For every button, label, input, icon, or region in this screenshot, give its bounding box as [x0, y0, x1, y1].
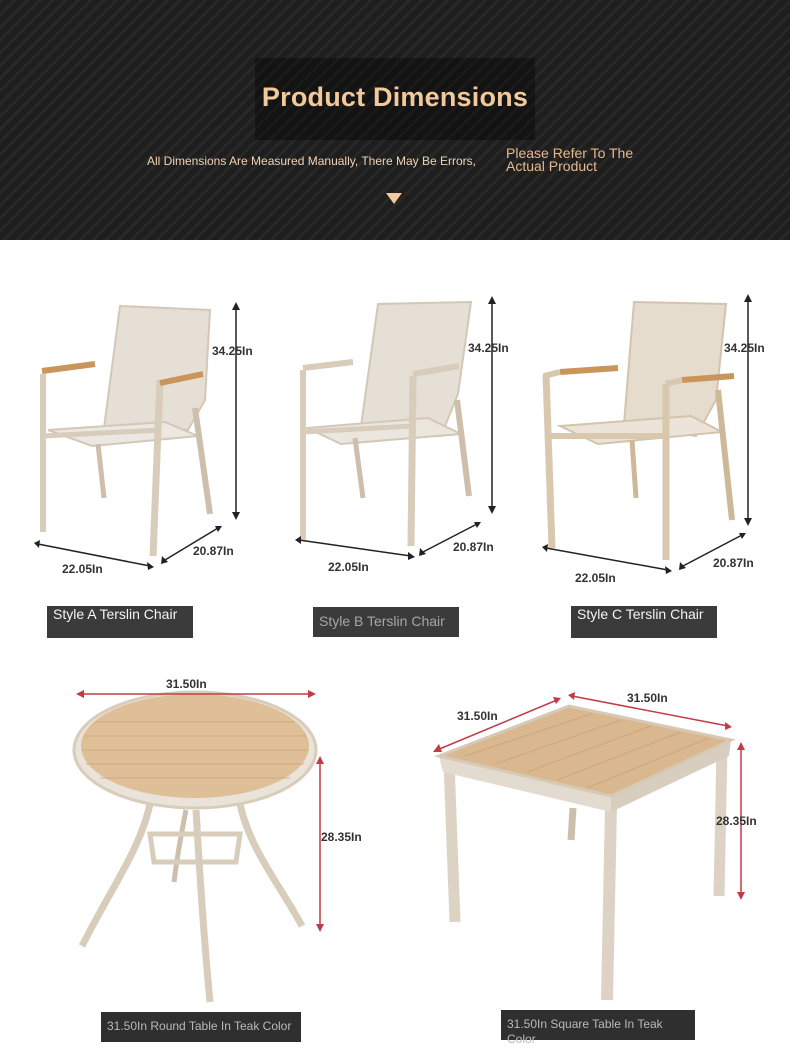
header-banner — [0, 0, 790, 240]
chair-b-width-line — [299, 540, 411, 556]
triangle-down-icon — [386, 193, 402, 204]
round-table-illustration — [0, 660, 395, 1057]
chair-c-depth-label: 20.87In — [713, 556, 754, 570]
chair-c-illustration — [526, 240, 790, 650]
banner-subtitle: All Dimensions Are Measured Manually, There May Be Errors, — [147, 154, 477, 168]
chair-b-width-label: 22.05In — [328, 560, 369, 574]
chair-b-illustration — [263, 240, 526, 650]
square-table-width-label: 31.50In — [627, 691, 668, 705]
round-table-diameter-label: 31.50In — [166, 677, 207, 691]
chair-a-width-label: 22.05In — [62, 562, 103, 576]
page-title: Product Dimensions — [261, 82, 529, 112]
square-table-caption: 31.50In Square Table In Teak Color — [501, 1010, 695, 1040]
product-chair-b — [263, 240, 526, 650]
product-square-table — [395, 660, 790, 1057]
square-table-depth-label: 31.50In — [457, 709, 498, 723]
product-chair-c — [526, 240, 790, 650]
chair-b-depth-label: 20.87In — [453, 540, 494, 554]
chair-c-caption: Style C Terslin Chair — [571, 606, 717, 638]
product-round-table — [0, 660, 395, 1057]
chair-a-caption: Style A Terslin Chair — [47, 606, 193, 638]
chair-a-illustration — [0, 240, 263, 650]
product-chair-a — [0, 240, 263, 650]
chair-b-caption: Style B Terslin Chair — [313, 607, 459, 637]
banner-note: Please Refer To The Actual Product — [506, 145, 634, 174]
square-table-illustration — [395, 660, 790, 1057]
round-table-caption: 31.50In Round Table In Teak Color — [101, 1012, 301, 1042]
chair-c-height-label: 34.25In — [724, 341, 765, 355]
chair-a-height-label: 34.25In — [212, 344, 253, 358]
chair-c-width-label: 22.05In — [575, 571, 616, 585]
chair-c-width-line — [546, 548, 668, 570]
chair-a-depth-label: 20.87In — [193, 544, 234, 558]
chair-b-height-label: 34.25In — [468, 341, 509, 355]
square-table-height-label: 28.35In — [716, 814, 757, 828]
round-table-height-label: 28.35In — [321, 830, 362, 844]
